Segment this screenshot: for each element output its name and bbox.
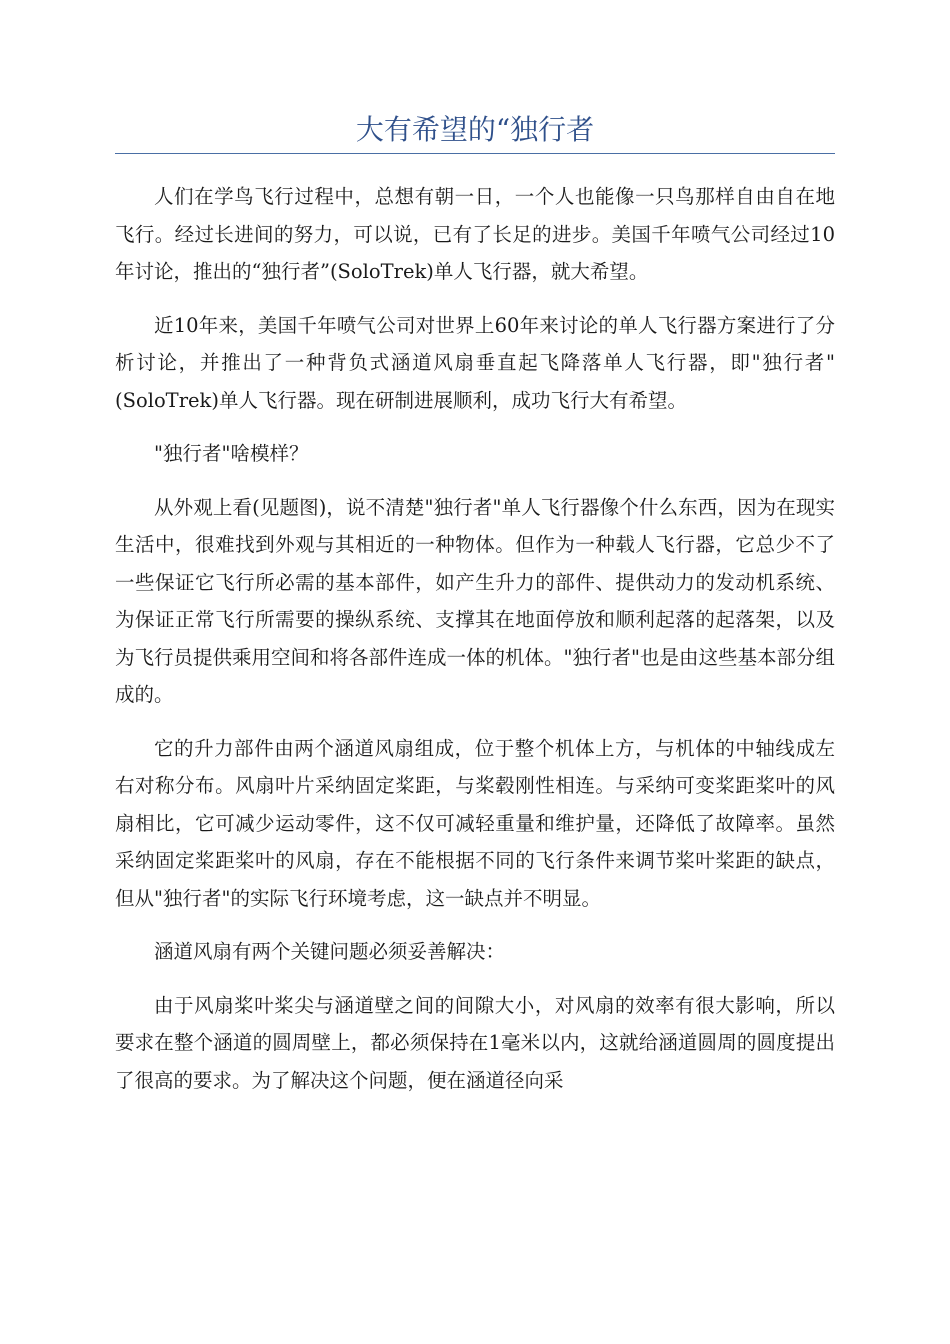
document-body bbox=[115, 178, 835, 1115]
paragraph: 涵道风扇有两个关键问题必须妥善解决： bbox=[154, 940, 506, 963]
title-underline bbox=[115, 153, 835, 154]
paragraph: "独行者"啥模样？ bbox=[154, 442, 309, 465]
paragraph: 由于风扇桨叶桨尖与涵道壁之间的间隙大小，对风扇的效率有很大影响，所以要求在整个涵道的圆周壁上，都必须保持在1毫米以内，这就给涵道圆周的圆度提出了很高的要求。为了解决这个问题，便在涵道径向采 bbox=[115, 993, 835, 1092]
paragraph: 从外观上看(见题图)，说不清楚"独行者"单人飞行器像个什么东西，因为在现实生活中，很难找到外观与其相近的一种物体。但作为一种载人飞行器，它总少不了一些保证它飞行所必需的基本部件，如产生升力的部件、提供动力的发动机系统、为保证正常飞行所需要的操纵系统、支撑其在地面停放和顺利起落的起落架，以及为飞行员提供乘用空间和将各部件连成一体的机体。"独行者"也是由这些基本部分组成的。 bbox=[115, 495, 835, 706]
paragraph: 人们在学鸟飞行过程中，总想有朝一日，一个人也能像一只鸟那样自由自在地飞行。经过长进间的努力，可以说，已有了长足的进步。美国千年喷气公司经过10年讨论，推出的“独行者”(SoloTrek)单人飞行器，就大希望。 bbox=[115, 185, 835, 283]
paragraph: 它的升力部件由两个涵道风扇组成，位于整个机体上方，与机体的中轴线成左右对称分布。风扇叶片采纳固定桨距，与桨毂刚性相连。与采纳可变桨距桨叶的风扇相比，它可减少运动零件，这不仅可减轻重量和维护量，还降低了故障率。虽然采纳固定桨距桨叶的风扇，存在不能根据不同的飞行条件来调节桨叶桨距的缺点，但从"独行者"的实际飞行环境考虑，这一缺点并不明显。 bbox=[115, 736, 835, 910]
paragraph: 近10年来，美国千年喷气公司对世界上60年来讨论的单人飞行器方案进行了分析讨论，并推出了一种背负式涵道风扇垂直起飞降落单人飞行器，即"独行者"(SoloTrek)单人飞行器。现在研制进展顺利，成功飞行大有希望。 bbox=[115, 313, 835, 412]
document-title: 大有希望的“独行者 bbox=[355, 113, 595, 146]
